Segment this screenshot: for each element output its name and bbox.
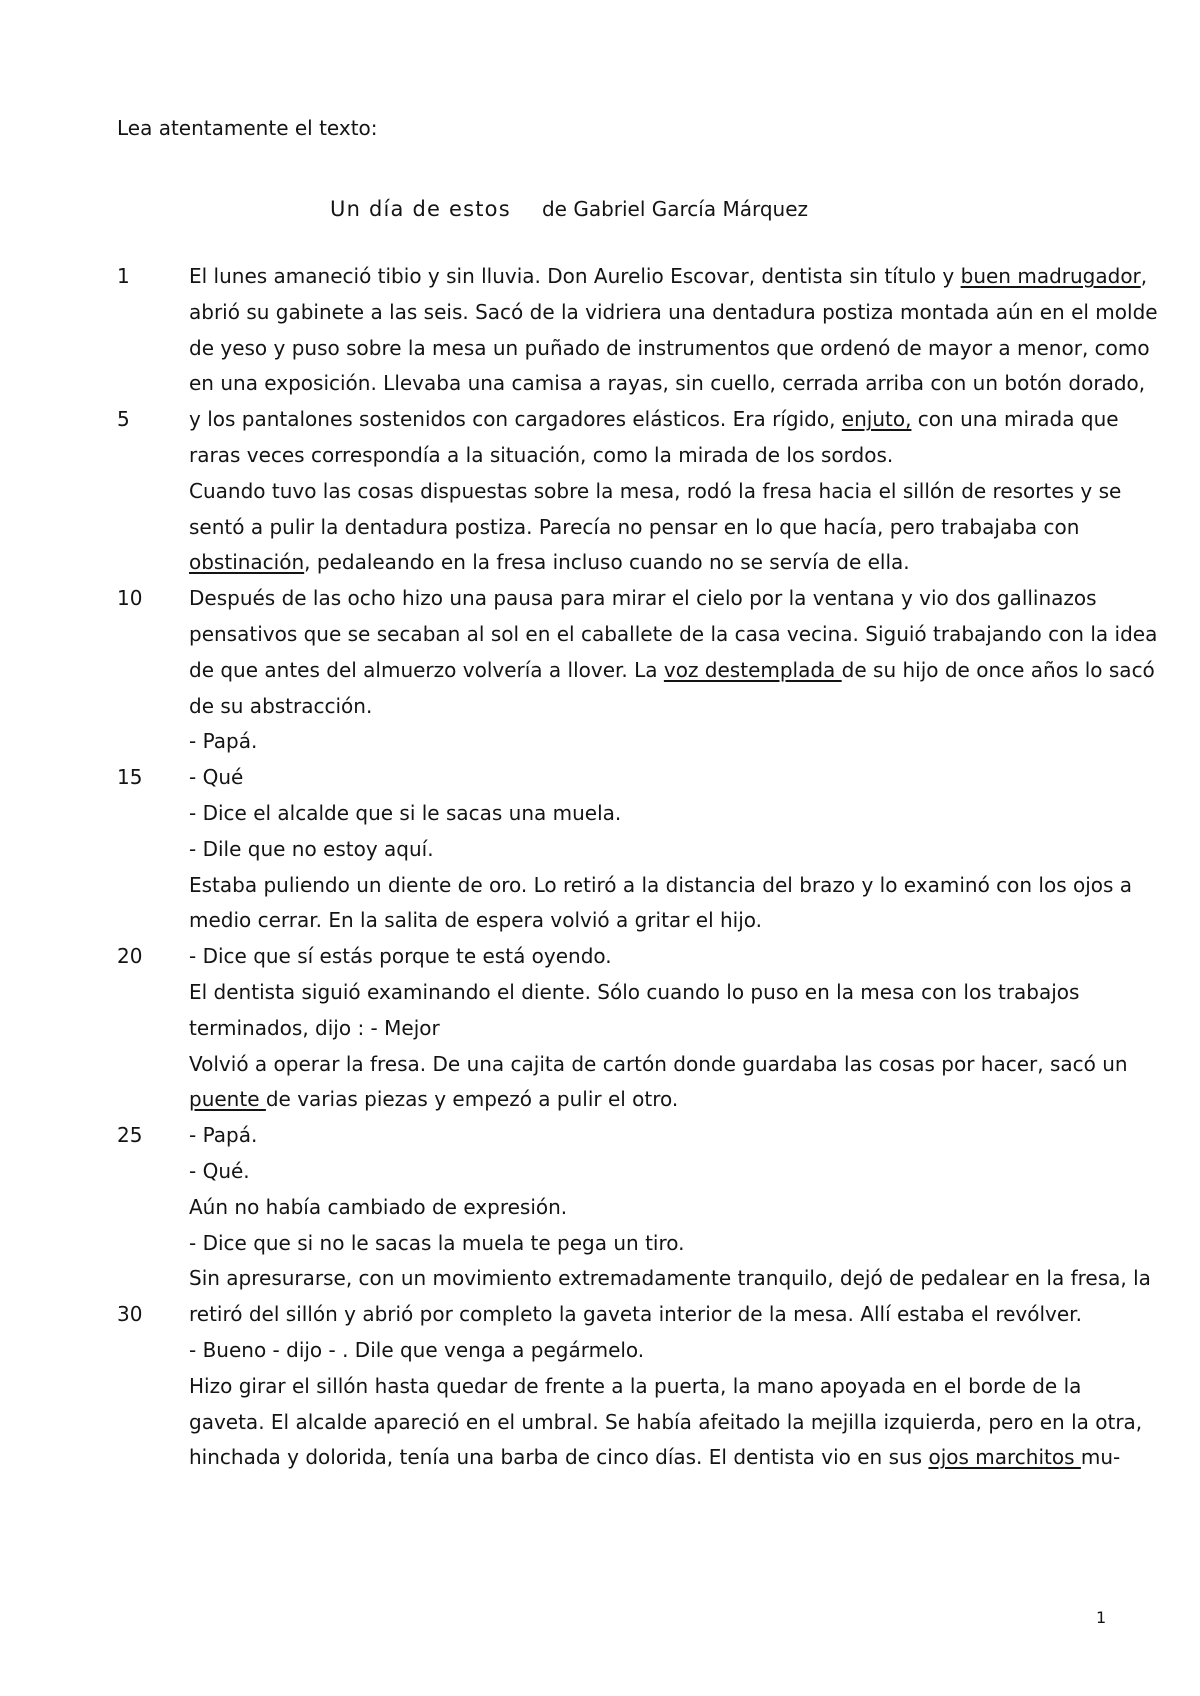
text-line <box>189 906 1119 934</box>
text-line <box>189 1014 1119 1042</box>
text-line <box>189 1408 1143 1436</box>
text-line <box>189 835 1119 863</box>
text-run: - Dice que si no le sacas la muela te pega un tiro. <box>189 1230 685 1255</box>
text-run: mu- <box>1080 1445 1121 1470</box>
line-number: 10 <box>117 586 143 611</box>
text-line <box>189 1050 1128 1078</box>
text-line <box>189 763 1119 791</box>
text-line <box>189 477 1122 505</box>
text-run: , pedaleando en la fresa incluso cuando no se servía de ella. <box>304 550 910 575</box>
text-run: - Dice que sí estás porque te está oyendo. <box>189 944 612 969</box>
text-run: gaveta. El alcalde apareció en el umbral. Se había afeitado la mejilla izquierda, pero en la otra, <box>189 1409 1143 1434</box>
text-line <box>189 692 1119 720</box>
text-run: pensativos que se secaban al sol en el caballete de la casa vecina. Siguió trabajando con la idea <box>189 622 1158 646</box>
text-line <box>189 656 1155 684</box>
text-line <box>189 1193 1119 1221</box>
text-line <box>189 334 1150 362</box>
page-number: 1 <box>1096 1608 1107 1627</box>
text-line <box>189 620 1158 648</box>
text-run: - Bueno - dijo - . Dile que venga a pegármelo. <box>189 1338 645 1362</box>
text-line <box>189 1336 1119 1364</box>
text-line <box>189 405 1119 433</box>
text-run: hinchada y dolorida, tenía una barba de cinco días. El dentista vio en sus <box>189 1445 929 1470</box>
text-line <box>189 1264 1151 1292</box>
text-run: - Papá. <box>189 1123 258 1148</box>
text-line <box>189 1157 1119 1185</box>
line-number: 30 <box>117 1302 143 1327</box>
text-line <box>189 441 1119 469</box>
text-run: medio cerrar. En la salita de espera volvió a gritar el hijo. <box>189 908 763 933</box>
text-run: Volvió a operar la fresa. De una cajita de cartón donde guardaba las cosas por hacer, sacó un <box>189 1051 1128 1076</box>
text-run: Sin apresurarse, con un movimiento extremadamente tranquilo, dejó de pedalear en la fresa, la <box>189 1266 1151 1291</box>
text-run: retiró del sillón y abrió por completo la gaveta interior de la mesa. Allí estaba el revólver. <box>189 1302 1082 1327</box>
underlined-term: enjuto, <box>841 407 912 432</box>
text-run: - Qué. <box>189 1159 250 1183</box>
underlined-term: ojos marchitos <box>928 1445 1081 1470</box>
line-number: 20 <box>117 944 143 969</box>
text-line <box>189 298 1158 326</box>
title-row <box>330 194 808 226</box>
text-line <box>189 799 1119 827</box>
underlined-term: obstinación <box>189 550 305 575</box>
instruction-text: Lea atentamente el texto: <box>117 116 378 140</box>
text-run: - Dice el alcalde que si le sacas una muela. <box>189 801 622 825</box>
text-line <box>189 262 1148 290</box>
text-line <box>189 942 1119 970</box>
text-line <box>189 727 1119 755</box>
text-run: de que antes del almuerzo volvería a llover. La <box>189 657 664 682</box>
text-run: de varias piezas y empezó a pulir el otro. <box>265 1087 679 1112</box>
text-line <box>189 1229 1119 1257</box>
text-line <box>189 1372 1119 1400</box>
text-run: El dentista siguió examinando el diente. Sólo cuando lo puso en la mesa con los trabajos <box>189 980 1080 1004</box>
text-run: y los pantalones sostenidos con cargadores elásticos. Era rígido, <box>189 407 842 432</box>
text-run: de su hijo de once años lo sacó <box>841 657 1155 682</box>
story-author: de Gabriel García Márquez <box>541 197 809 221</box>
text-line <box>189 1443 1119 1471</box>
text-run: - Dile que no estoy aquí. <box>189 836 434 861</box>
text-run: - Qué <box>189 765 244 790</box>
text-run: Hizo girar el sillón hasta quedar de frente a la puerta, la mano apoyada en el borde de la <box>189 1373 1082 1398</box>
line-number: 15 <box>117 765 143 790</box>
text-line <box>189 584 1119 612</box>
text-line <box>189 548 1119 576</box>
text-line <box>189 369 1146 397</box>
text-run: de yeso y puso sobre la mesa un puñado de instrumentos que ordenó de mayor a menor, como <box>189 335 1150 360</box>
text-line <box>189 513 1119 541</box>
text-run: raras veces correspondía a la situación, como la mirada de los sordos. <box>189 443 894 467</box>
text-run: Estaba puliendo un diente de oro. Lo retiró a la distancia del brazo y lo examinó con los ojos a <box>189 872 1133 897</box>
text-run: sentó a pulir la dentadura postiza. Parecía no pensar en lo que hacía, pero trabajaba con <box>189 514 1080 539</box>
text-run: con una mirada que <box>911 407 1119 432</box>
underlined-term: voz destemplada <box>663 657 842 682</box>
line-number: 25 <box>117 1123 143 1148</box>
text-run: Después de las ocho hizo una pausa para mirar el cielo por la ventana y vio dos gallinazos <box>189 586 1097 611</box>
text-run: Aún no había cambiado de expresión. <box>189 1194 568 1219</box>
text-run: - Papá. <box>189 729 258 754</box>
text-run: terminados, dijo : - Mejor <box>189 1015 440 1040</box>
line-number: 5 <box>117 407 130 432</box>
underlined-term: buen madrugador <box>960 264 1141 288</box>
text-run: abrió su gabinete a las seis. Sacó de la vidriera una dentadura postiza montada aún en el molde <box>189 299 1158 324</box>
line-number: 1 <box>117 264 130 288</box>
text-run: en una exposición. Llevaba una camisa a rayas, sin cuello, cerrada arriba con un botón dorado, <box>189 371 1146 396</box>
story-title: Un día de estos <box>330 197 511 221</box>
text-run: Cuando tuvo las cosas dispuestas sobre la mesa, rodó la fresa hacia el sillón de resortes y se <box>189 478 1122 503</box>
text-line <box>189 1121 1119 1149</box>
text-line <box>189 1300 1119 1328</box>
text-line <box>189 1085 1119 1113</box>
underlined-term: puente <box>189 1087 266 1112</box>
text-run: de su abstracción. <box>189 693 373 718</box>
text-line <box>189 871 1133 899</box>
text-line <box>189 978 1119 1006</box>
text-run: , <box>1140 264 1148 288</box>
text-run: El lunes amaneció tibio y sin lluvia. Don Aurelio Escovar, dentista sin título y <box>189 264 961 288</box>
